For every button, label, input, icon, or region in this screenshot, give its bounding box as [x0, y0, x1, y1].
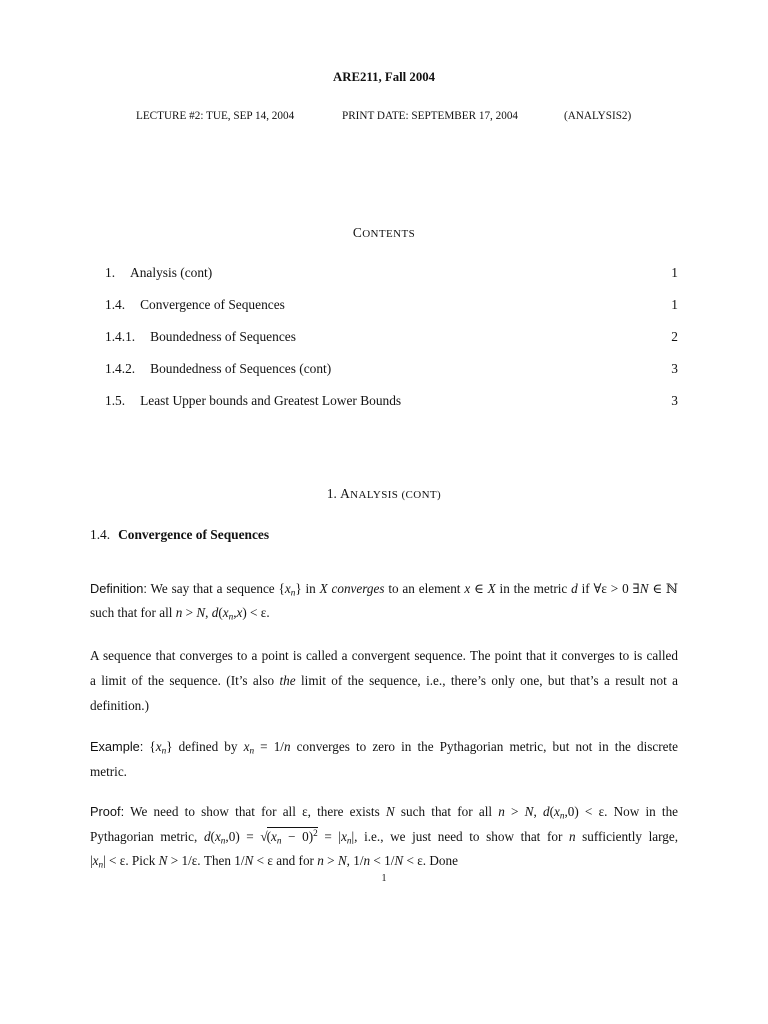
toc-number: 1.5. [105, 393, 126, 408]
math-subscript: n [98, 859, 104, 870]
text-run: ) < ε. [242, 605, 270, 620]
document-title: ARE211, Fall 2004 [332, 70, 436, 84]
text-run: ( [210, 828, 215, 844]
subsection-number: 1.4. [90, 527, 111, 542]
proof-line [90, 800, 678, 825]
math-variable: x [243, 739, 250, 754]
text-run: such that for all [90, 605, 176, 620]
toc-number: 1.4. [105, 297, 126, 312]
math-subscript: n [249, 745, 255, 756]
square-root [260, 829, 317, 844]
lecture-date: LECTURE #2: TUE, SEP 14, 2004 [136, 110, 295, 122]
text-run: |, i.e., we just need to show that for [351, 828, 569, 844]
radicand [267, 827, 318, 844]
example-line [90, 734, 678, 759]
text-run: − 0) [281, 828, 314, 844]
toc-page: 3 [671, 361, 678, 376]
math-subscript: n [220, 834, 226, 845]
toc-row [105, 357, 678, 381]
text-run: in the metric [495, 581, 572, 596]
math-variable: x [341, 828, 347, 844]
math-superscript: 2 [313, 827, 318, 838]
proof-paragraph [90, 800, 678, 874]
toc-title: Least Upper bounds and Greatest Lower Bounds [140, 393, 402, 408]
toc-number: 1.4.2. [105, 361, 136, 376]
math-variable: X [319, 581, 328, 596]
math-variable: N [196, 605, 206, 620]
toc-entry [105, 389, 401, 413]
toc-page: 1 [671, 297, 678, 312]
math-variable: N [158, 853, 168, 868]
proof-label: Proof: [90, 804, 125, 819]
math-variable: d [571, 581, 578, 596]
remark-paragraph [90, 643, 678, 718]
radical-sign: √ [260, 828, 268, 844]
math-variable: N [244, 853, 254, 868]
text-run: if ∀ε > 0 ∃ [577, 581, 640, 596]
text-run: , 1/ [346, 853, 364, 868]
text-run: ∈ [470, 581, 488, 596]
text-run: > 1/ε. Then 1/ [167, 853, 245, 868]
page-number: 1 [381, 873, 387, 884]
example-paragraph [90, 734, 678, 784]
toc-page: 3 [671, 393, 678, 408]
text-run: | [90, 853, 93, 868]
remark-line: A sequence that converges to a point is called a convergent sequence. The point that it converges to is called [90, 648, 678, 663]
contents-heading-text: CONTENTS [352, 225, 416, 240]
definition-label: Definition: [90, 581, 147, 596]
math-variable: x [92, 853, 99, 868]
document-tag: (ANALYSIS2) [564, 110, 632, 122]
math-variable: n [363, 853, 371, 868]
text-run: such that for all [394, 804, 499, 819]
text-run: sufficiently large, [575, 828, 678, 844]
math-variable: x [271, 828, 277, 844]
math-variable: d [203, 828, 211, 844]
definition-line [90, 601, 678, 625]
text-run: , [233, 605, 237, 620]
math-variable: x [155, 739, 162, 754]
toc-entry [105, 261, 212, 285]
text-run: limit of the sequence, i.e., there’s only one, but that’s a result not a [295, 673, 678, 688]
proof-line [90, 849, 678, 874]
text-run: ( [218, 605, 223, 620]
math-variable: x [236, 605, 243, 620]
math-subscript: n [290, 587, 296, 598]
math-variable: n [317, 853, 324, 868]
math-variable: n [568, 828, 576, 844]
toc-entry [105, 293, 285, 317]
math-subscript: n [346, 834, 352, 845]
math-variable: n [283, 739, 291, 754]
print-date: PRINT DATE: SEPTEMBER 17, 2004 [342, 110, 519, 122]
text-run: ∈ ℕ [648, 581, 678, 596]
math-variable: N [337, 853, 347, 868]
math-variable: x [222, 605, 229, 620]
math-variable: N [524, 804, 534, 819]
math-subscript: n [161, 745, 167, 756]
math-variable: N [394, 853, 404, 868]
example-label: Example: [90, 739, 144, 754]
text-run: { [143, 739, 156, 754]
definition-line [90, 577, 678, 601]
toc-title: Boundedness of Sequences [150, 329, 296, 344]
proof-line [90, 825, 678, 850]
math-variable: x [553, 804, 560, 819]
math-variable: N [639, 581, 649, 596]
math-variable: d [211, 605, 219, 620]
remark-line [90, 668, 678, 693]
toc-title: Boundedness of Sequences (cont) [150, 361, 332, 376]
math-variable: d [542, 804, 550, 819]
text-run: We need to show that for all ε, there exists [124, 804, 386, 819]
text-run: } in [295, 581, 320, 596]
text-run: } defined by [166, 739, 244, 754]
emphasized-term: converges [331, 581, 385, 596]
text-run: , [205, 605, 212, 620]
text-run: > [323, 853, 338, 868]
toc-row [105, 293, 678, 317]
math-variable: x [214, 828, 221, 844]
text-run: | < ε. Pick [103, 853, 159, 868]
text-run: converges to zero in the Pythagorian metric, but not in the discrete [290, 739, 678, 754]
math-variable: x [464, 581, 471, 596]
math-variable: x [284, 581, 291, 596]
section-title: ANALYSIS (CONT) [340, 486, 442, 501]
definition-paragraph [90, 577, 678, 625]
text-run: < ε and for [253, 853, 318, 868]
contents-heading [0, 221, 768, 246]
math-subscript: n [276, 834, 282, 845]
text-run: We say that a sequence { [146, 581, 285, 596]
text-run: , [533, 804, 543, 819]
section-heading [0, 482, 768, 507]
toc-number: 1. [105, 265, 116, 280]
math-variable: n [498, 804, 505, 819]
text-run: = 1/ [254, 739, 284, 754]
text-run: < 1/ [370, 853, 395, 868]
toc-entry [105, 357, 331, 381]
remark-line: definition.) [90, 698, 149, 713]
text-run: > [504, 804, 525, 819]
toc-page: 2 [671, 329, 678, 344]
toc-number: 1.4.1. [105, 329, 136, 344]
toc-title: Analysis (cont) [130, 265, 213, 280]
toc-row [105, 389, 678, 413]
text-run: > [182, 605, 197, 620]
math-subscript: n [559, 810, 565, 821]
math-variable: N [385, 804, 395, 819]
text-run: ,0) = [225, 828, 261, 844]
emphasized-term: the [279, 673, 296, 688]
math-variable: X [487, 581, 496, 596]
example-line: metric. [90, 764, 127, 779]
text-run: a limit of the sequence. (It’s also [90, 673, 280, 688]
toc-row [105, 325, 678, 349]
text-run: ( [266, 828, 272, 844]
text-run: Pythagorian metric, [90, 828, 204, 844]
text-run: = | [317, 828, 342, 844]
text-run: to an element [384, 581, 465, 596]
toc-page: 1 [671, 265, 678, 280]
subsection-heading [90, 523, 269, 547]
toc-title: Convergence of Sequences [140, 297, 285, 312]
text-run: ( [549, 804, 554, 819]
text-run: ,0) < ε. Now in the [564, 804, 679, 819]
subsection-title: Convergence of Sequences [118, 527, 270, 542]
section-number: 1. [326, 486, 337, 501]
math-subscript: n [228, 611, 234, 622]
toc-row [105, 261, 678, 285]
toc-entry [105, 325, 296, 349]
math-variable: n [175, 605, 183, 620]
text-run: < ε. Done [403, 853, 458, 868]
